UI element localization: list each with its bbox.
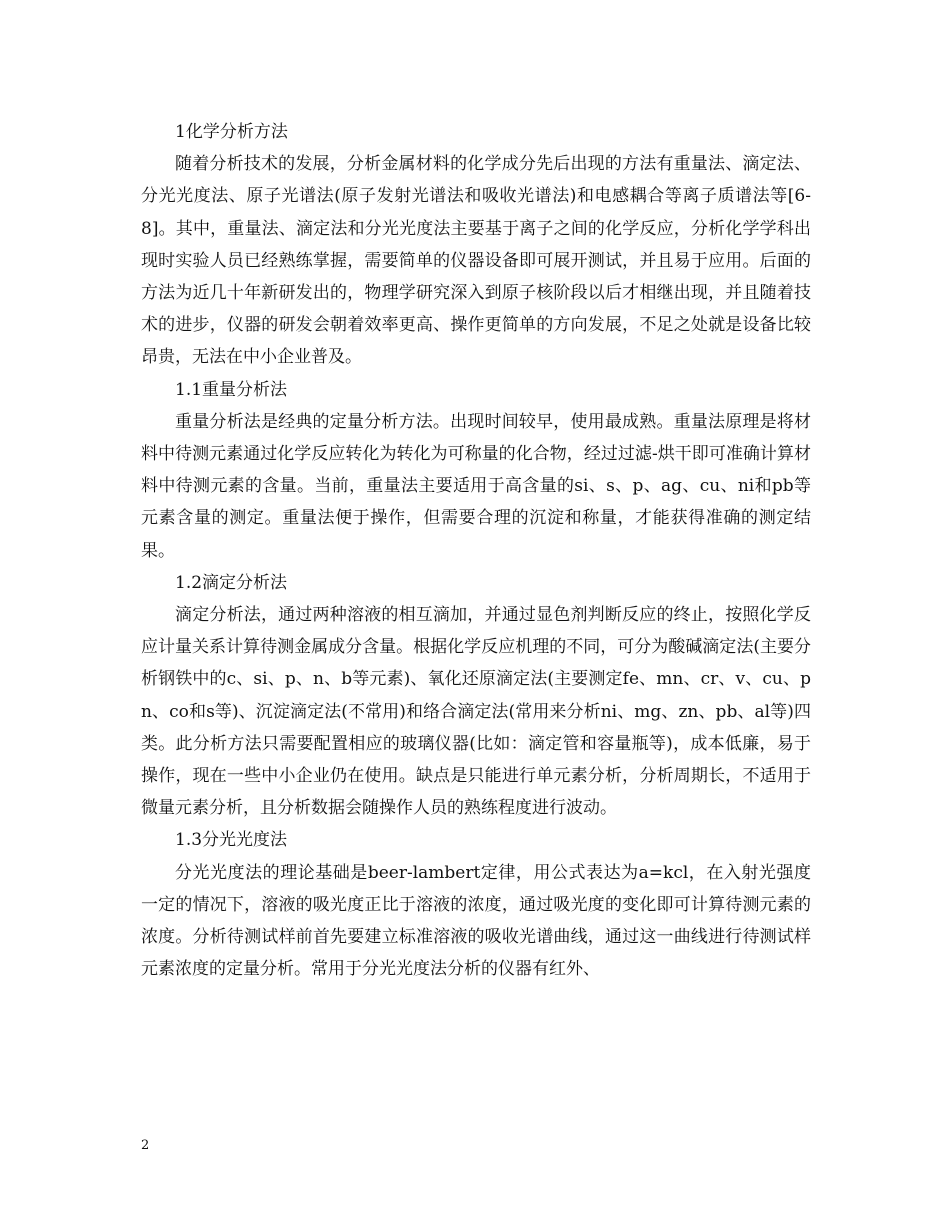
section-paragraph-1-2: 滴定分析法，通过两种溶液的相互滴加，并通过显色剂判断反应的终止，按照化学反应计量关系计算待测金属成分含量。根据化学反应机理的不同，可分为酸碱滴定法(主要分析钢铁中的c、si、p、n、b等元素)、氧化还原滴定法(主要测定fe、mn、cr、v、cu、pn、co和s等)、沉淀滴定法(不常用)和络合滴定法(常用来分析ni、mg、zn、pb、al等)四类。此分析方法只需要配置相应的玻璃仪器(比如：滴定管和容量瓶等)，成本低廉，易于操作，现在一些中小企业仍在使用。缺点是只能进行单元素分析，分析周期长，不适用于微量元素分析，且分析数据会随操作人员的熟练程度进行波动。 [141, 605, 811, 819]
section-paragraph-1-3: 分光光度法的理论基础是beer-lambert定律，用公式表达为a=kcl，在入射光强度一定的情况下，溶液的吸光度正比于溶液的浓度，通过吸光度的变化即可计算待测元素的浓度。分析待测试样前首先要建立标准溶液的吸收光谱曲线，通过这一曲线进行待测试样元素浓度的定量分析。常用于分光光度法分析的仪器有红外、 [141, 862, 811, 980]
section-paragraph-1: 随着分析技术的发展，分析金属材料的化学成分先后出现的方法有重量法、滴定法、分光光度法、原子光谱法(原子发射光谱法和吸收光谱法)和电感耦合等离子质谱法等[6-8]。其中，重量法、滴定法和分光光度法主要基于离子之间的化学反应，分析化学学科出现时实验人员已经熟练掌握，需要简单的仪器设备即可展开测试，并且易于应用。后面的方法为近几十年新研发出的，物理学研究深入到原子核阶段以后才相继出现，并且随着技术的进步，仪器的研发会朝着效率更高、操作更简单的方向发展，不足之处就是设备比较昂贵，无法在中小企业普及。 [141, 154, 811, 368]
section-paragraph-1-1: 重量分析法是经典的定量分析方法。出现时间较早，使用最成熟。重量法原理是将材料中待测元素通过化学反应转化为转化为可称量的化合物，经过过滤-烘干即可准确计算材料中待测元素的含量。当前，重量法主要适用于高含量的si、s、p、ag、cu、ni和pb等元素含量的测定。重量法便于操作，但需要合理的沉淀和称量，才能获得准确的测定结果。 [141, 411, 811, 561]
section-heading-1-3: 1.3分光光度法 [175, 830, 288, 851]
section-heading-1: 1化学分析方法 [175, 122, 288, 142]
page-number: 2 [141, 1138, 150, 1153]
section-heading-1-1: 1.1重量分析法 [175, 379, 288, 400]
section-heading-1-2: 1.2滴定分析法 [175, 572, 288, 593]
document-body [141, 116, 811, 985]
